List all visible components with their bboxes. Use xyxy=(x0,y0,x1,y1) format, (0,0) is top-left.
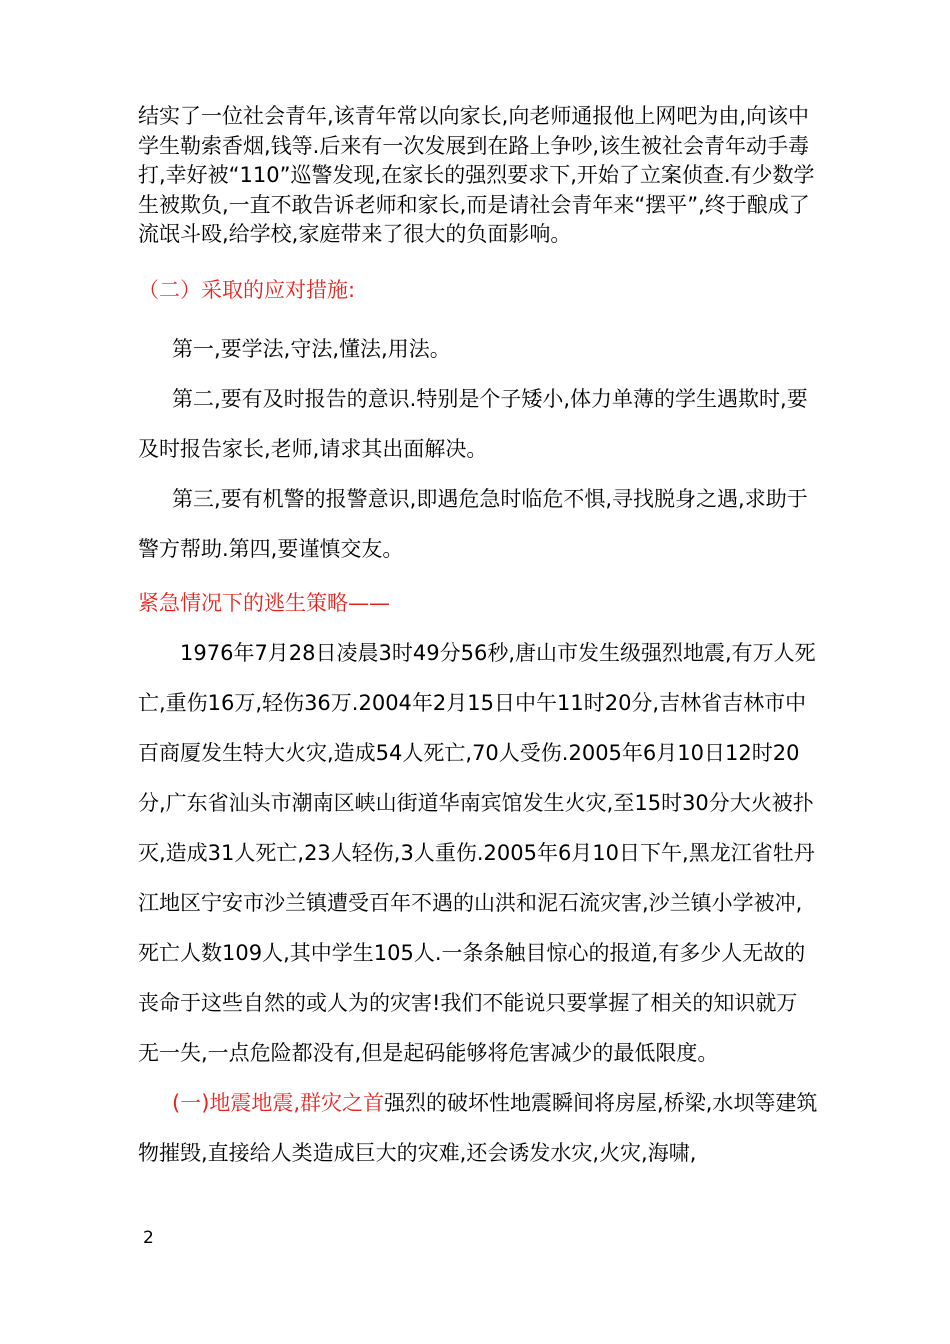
measure-item-1: 第一,要学法,守法,懂法,用法。 xyxy=(172,336,451,361)
earthquake-heading: (一)地震地震,群灾之首 xyxy=(172,1090,385,1115)
earthquake-paragraph xyxy=(138,1078,818,1178)
escape-heading: 紧急情况下的逃生策略—— xyxy=(138,590,390,615)
measure-item-3: 第三,要有机警的报警意识,即遇危急时临危不惧,寻找脱身之遇,求助于警方帮助.第四,要谨慎交友。 xyxy=(138,486,808,561)
intro-paragraph: 结实了一位社会青年,该青年常以向家长,向老师通报他上网吧为由,向该中学生勒索香烟,钱等.后来有一次发展到在路上争吵,该生被社会青年动手毒打,幸好被“110”巡警发现,在家长的强烈要求下,开始了立案侦查.有少数学生被欺负,一直不敢告诉老师和家长,而是请社会青年来“摆平”,终于酿成了流氓斗殴,给学校,家庭带来了很大的负面影响。 xyxy=(138,104,815,246)
measure-item-2: 第二,要有及时报告的意识.特别是个子矮小,体力单薄的学生遇欺时,要及时报告家长,老师,请求其出面解决。 xyxy=(138,386,808,461)
measures-heading: （二）采取的应对措施: xyxy=(138,277,356,302)
earthquake-text: 强烈的破坏性地震瞬间将房屋,桥梁,水坝等建筑物摧毁,直接给人类造成巨大的灾难,还会诱发水灾,火灾,海啸, xyxy=(138,1090,818,1165)
page-number: 2 xyxy=(143,1228,154,1248)
page-content xyxy=(138,102,818,1178)
escape-paragraph: 1976年7月28日凌晨3时49分56秒,唐山市发生级强烈地震,有万人死亡,重伤16万,轻伤36万.2004年2月15日中午11时20分,吉林省吉林市中百商厦发生特大火灾,造成54人死亡,70人受伤.2005年6月10日12时20分,广东省汕头市潮南区峡山街道华南宾馆发生火灾,至15时30分大火被扑灭,造成31人死亡,23人轻伤,3人重伤.2005年6月10日下午,黑龙江省牡丹江地区宁安市沙兰镇遭受百年不遇的山洪和泥石流灾害,沙兰镇小学被冲,死亡人数109人,其中学生105人.一条条触目惊心的报道,有多少人无故的丧命于这些自然的或人为的灾害!我们不能说只要掌握了相关的知识就万无一失,一点危险都没有,但是起码能够将危害减少的最低限度。 xyxy=(138,640,816,1065)
